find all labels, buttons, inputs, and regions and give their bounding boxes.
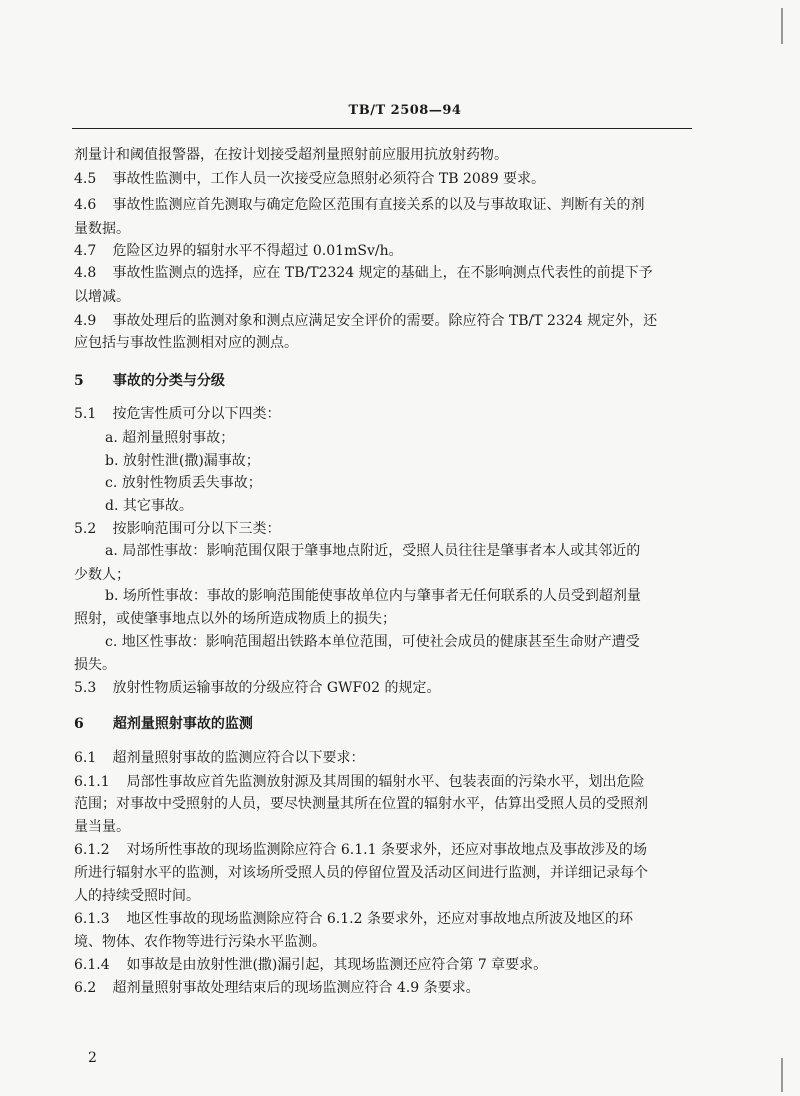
section-5-heading: 5 事故的分类与分级 <box>74 373 225 389</box>
list-item: d. 其它事故。 <box>105 498 193 514</box>
section-6-heading: 6 超剂量照射事故的监测 <box>74 716 253 732</box>
text-line: 量当量。 <box>74 819 130 835</box>
clause-number: 4.8 <box>74 265 97 281</box>
clause-number: 4.6 <box>74 197 97 213</box>
clause-number: 4.5 <box>74 171 97 187</box>
text-line: 损失。 <box>74 657 116 673</box>
text-line: 人的持续受照时间。 <box>74 888 200 904</box>
clause-6-1-3: 6.1.3 地区性事故的现场监测除应符合 6.1.2 条要求外，还应对事故地点所波及地区的环 <box>74 911 633 927</box>
clause-number: 6.1 <box>74 750 97 766</box>
clause-4-9: 4.9 事故处理后的监测对象和测点应满足安全评价的需要。除应符合 TB/T 2324 规定外，还 <box>74 313 658 329</box>
text-line: 所进行辐射水平的监测，对该场所受照人员的停留位置及活动区间进行监测，并详细记录每个 <box>74 865 648 881</box>
scan-edge-mark <box>781 8 783 44</box>
clause-5-1: 5.1 按危害性质可分以下四类： <box>74 406 281 422</box>
text-line: 少数人； <box>74 567 130 583</box>
text-line: 剂量计和阈值报警器，在按计划接受超剂量照射前应服用抗放射药物。 <box>74 147 508 163</box>
clause-6-1: 6.1 超剂量照射事故的监测应符合以下要求： <box>74 750 365 766</box>
scan-edge-mark <box>781 1058 783 1092</box>
text-line: 照射，或使肇事地点以外的场所造成物质上的损失； <box>74 611 396 627</box>
clause-4-5: 4.5 事故性监测中，工作人员一次接受应急照射必须符合 TB 2089 要求。 <box>74 171 546 187</box>
section-number: 5 <box>74 373 84 389</box>
clause-4-8: 4.8 事故性监测点的选择，应在 TB/T2324 规定的基础上，在不影响测点代表性的前提下予 <box>74 265 653 281</box>
clause-number: 6.1.1 <box>74 774 110 790</box>
clause-number: 4.7 <box>74 243 97 259</box>
clause-6-2: 6.2 超剂量照射事故处理结束后的现场监测应符合 4.9 条要求。 <box>74 980 480 996</box>
text-line: 量数据。 <box>74 221 130 237</box>
clause-number: 5.1 <box>74 406 97 422</box>
clause-6-1-1: 6.1.1 局部性事故应首先监测放射源及其周围的辐射水平、包装表面的污染水平，划出危险 <box>74 774 645 790</box>
text-line: 范围；对事故中受照射的人员，要尽快测量其所在位置的辐射水平，估算出受照人员的受照剂 <box>74 796 648 812</box>
clause-number: 5.2 <box>74 521 97 537</box>
clause-5-2: 5.2 按影响范围可分以下三类： <box>74 521 281 537</box>
clause-4-7: 4.7 危险区边界的辐射水平不得超过 0.01mSv/h。 <box>74 243 403 259</box>
list-item: b. 场所性事故：事故的影响范围能使事故单位内与肇事者无任何联系的人员受到超剂量 <box>105 588 641 604</box>
text-line: 境、物体、农作物等进行污染水平监测。 <box>74 934 326 950</box>
list-item: a. 局部性事故：影响范围仅限于肇事地点附近，受照人员往往是肇事者本人或其邻近的 <box>105 543 641 559</box>
clause-5-3: 5.3 放射性物质运输事故的分级应符合 GWF02 的规定。 <box>74 680 441 696</box>
clause-number: 6.2 <box>74 980 97 996</box>
clause-number: 6.1.3 <box>74 911 110 927</box>
clause-number: 6.1.2 <box>74 842 110 858</box>
clause-number: 6.1.4 <box>74 957 110 973</box>
standard-code-header: TB/T 2508—94 <box>348 103 462 118</box>
text-line: 应包括与事故性监测相对应的测点。 <box>74 335 298 351</box>
list-item: c. 地区性事故：影响范围超出铁路本单位范围，可使社会成员的健康甚至生命财产遭受 <box>105 634 640 650</box>
clause-number: 4.9 <box>74 313 97 329</box>
clause-6-1-2: 6.1.2 对场所性事故的现场监测除应符合 6.1.1 条要求外，还应对事故地点及事故涉及的场 <box>74 842 647 858</box>
list-item: a. 超剂量照射事故； <box>105 430 235 446</box>
page-number: 2 <box>88 1050 97 1066</box>
list-item: b. 放射性泄(撒)漏事故； <box>105 453 260 469</box>
text-line: 以增减。 <box>74 289 130 305</box>
section-number: 6 <box>74 716 84 732</box>
clause-number: 5.3 <box>74 680 97 696</box>
clause-4-6: 4.6 事故性监测应首先测取与确定危险区范围有直接关系的以及与事故取证、判断有关的剂 <box>74 197 645 213</box>
header-rule <box>72 128 692 129</box>
list-item: c. 放射性物质丢失事故； <box>105 475 262 491</box>
clause-6-1-4: 6.1.4 如事故是由放射性泄(撒)漏引起，其现场监测还应符合第 7 章要求。 <box>74 957 548 973</box>
